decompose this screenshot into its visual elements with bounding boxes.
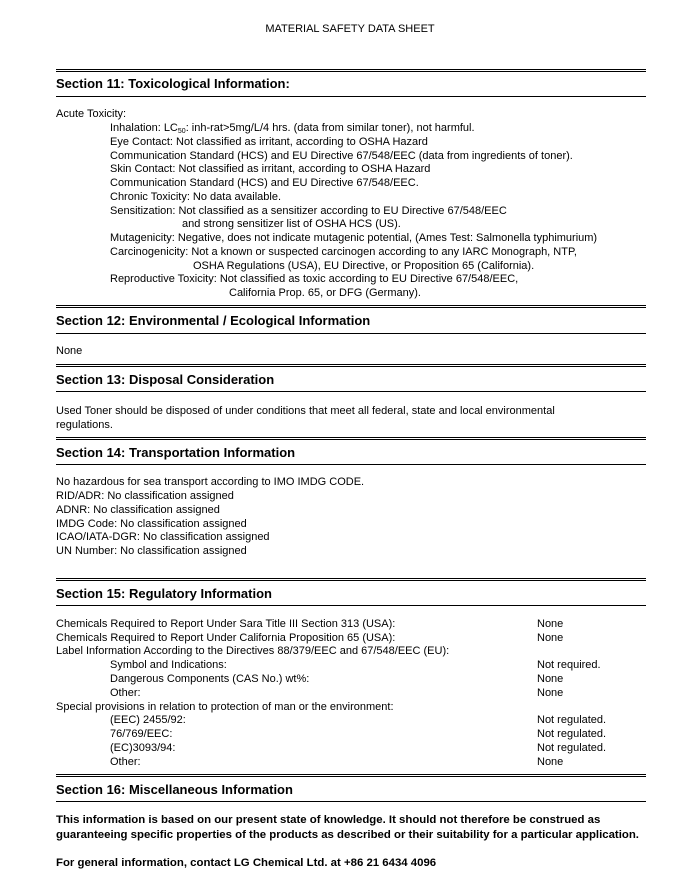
- regulatory-label: Dangerous Components (CAS No.) wt%:: [110, 673, 310, 685]
- section-divider: [56, 305, 646, 308]
- regulatory-value: Not regulated.: [537, 728, 607, 740]
- regulatory-label: Other:: [110, 687, 141, 699]
- regulatory-value: None: [537, 618, 564, 630]
- chronic-toxicity-line: Chronic Toxicity: No data available.: [110, 191, 281, 203]
- transport-line: IMDG Code: No classification assigned: [56, 518, 247, 530]
- contact-info: For general information, contact LG Chemical Ltd. at +86 21 6434 4096: [56, 857, 437, 869]
- transport-line: No hazardous for sea transport according to IMO IMDG CODE.: [56, 476, 365, 488]
- regulatory-label: Label Information According to the Directives 88/379/EEC and 67/548/EEC (EU):: [56, 645, 450, 657]
- regulatory-value: Not regulated.: [537, 714, 607, 726]
- section-divider: [56, 464, 646, 465]
- transport-line: ADNR: No classification assigned: [56, 504, 220, 516]
- regulatory-label: Special provisions in relation to protection of man or the environment:: [56, 701, 394, 713]
- section-12-title: Section 12: Environmental / Ecological Information: [56, 313, 371, 328]
- sensitization-line-2: and strong sensitizer list of OSHA HCS (US).: [182, 218, 401, 230]
- section-divider: [56, 801, 646, 802]
- eye-contact-line-1: Eye Contact: Not classified as irritant, according to OSHA Hazard: [110, 136, 428, 148]
- section-divider: [56, 69, 646, 72]
- section-15-title: Section 15: Regulatory Information: [56, 586, 272, 601]
- transport-line: RID/ADR: No classification assigned: [56, 490, 234, 502]
- regulatory-value: None: [537, 687, 564, 699]
- reproductive-toxicity-line-1: Reproductive Toxicity: Not classified as toxic according to EU Directive 67/548/EEC,: [110, 273, 519, 285]
- regulatory-value: None: [537, 673, 564, 685]
- section-divider: [56, 333, 646, 334]
- section-13-text-line-2: regulations.: [56, 419, 113, 431]
- document-header: MATERIAL SAFETY DATA SHEET: [265, 23, 435, 35]
- section-12-text: None: [56, 345, 83, 357]
- section-divider: [56, 96, 646, 97]
- regulatory-label: 76/769/EEC:: [110, 728, 173, 740]
- regulatory-label: Other:: [110, 756, 141, 768]
- regulatory-value: Not required.: [537, 659, 601, 671]
- regulatory-value: None: [537, 632, 564, 644]
- transport-line: ICAO/IATA-DGR: No classification assigned: [56, 531, 270, 543]
- regulatory-label: (EC)3093/94:: [110, 742, 176, 754]
- section-14-title: Section 14: Transportation Information: [56, 445, 296, 460]
- regulatory-label: Symbol and Indications:: [110, 659, 227, 671]
- acute-toxicity-label: Acute Toxicity:: [56, 108, 127, 120]
- carcinogenicity-line-2: OSHA Regulations (USA), EU Directive, or Proposition 65 (California).: [193, 260, 535, 272]
- transport-line: UN Number: No classification assigned: [56, 545, 247, 557]
- reproductive-toxicity-line-2: California Prop. 65, or DFG (Germany).: [229, 287, 421, 299]
- section-divider: [56, 364, 646, 367]
- sensitization-line-1: Sensitization: Not classified as a sensitizer according to EU Directive 67/548/EEC: [110, 205, 507, 217]
- skin-contact-line-2: Communication Standard (HCS) and EU Directive 67/548/EEC.: [110, 177, 419, 189]
- section-divider: [56, 774, 646, 777]
- regulatory-value: Not regulated.: [537, 742, 607, 754]
- disclaimer-paragraph: This information is based on our present state of knowledge. It should not therefore be construed as guaranteeing specific properties of the products as described or their suitability for a particular application.: [56, 814, 639, 841]
- mutagenicity-line: Mutagenicity: Negative, does not indicate mutagenic potential, (Ames Test: Salmonella typhimurium): [110, 232, 598, 244]
- regulatory-value: None: [537, 756, 564, 768]
- inhalation-line: Inhalation: $LC_{50}$: inh-rat>5mg/L/4 hrs. (data from similar toner), not harmful.: [110, 122, 475, 135]
- section-divider: [56, 391, 646, 392]
- section-13-title: Section 13: Disposal Consideration: [56, 372, 275, 387]
- carcinogenicity-line-1: Carcinogenicity: Not a known or suspected carcinogen according to any IARC Monograph, NTP,: [110, 246, 577, 258]
- skin-contact-line-1: Skin Contact: Not classified as irritant, according to OSHA Hazard: [110, 163, 431, 175]
- eye-contact-line-2: Communication Standard (HCS) and EU Directive 67/548/EEC (data from ingredients of toner).: [110, 150, 573, 162]
- section-11-title: Section 11: Toxicological Information:: [56, 76, 290, 91]
- section-divider: [56, 437, 646, 440]
- section-divider: [56, 578, 646, 581]
- regulatory-label: Chemicals Required to Report Under Sara Title III Section 313 (USA):: [56, 618, 396, 630]
- section-divider: [56, 605, 646, 606]
- regulatory-label: (EEC) 2455/92:: [110, 714, 186, 726]
- section-16-title: Section 16: Miscellaneous Information: [56, 782, 293, 797]
- section-13-text-line-1: Used Toner should be disposed of under conditions that meet all federal, state and local environmental: [56, 405, 555, 417]
- regulatory-label: Chemicals Required to Report Under California Proposition 65 (USA):: [56, 632, 396, 644]
